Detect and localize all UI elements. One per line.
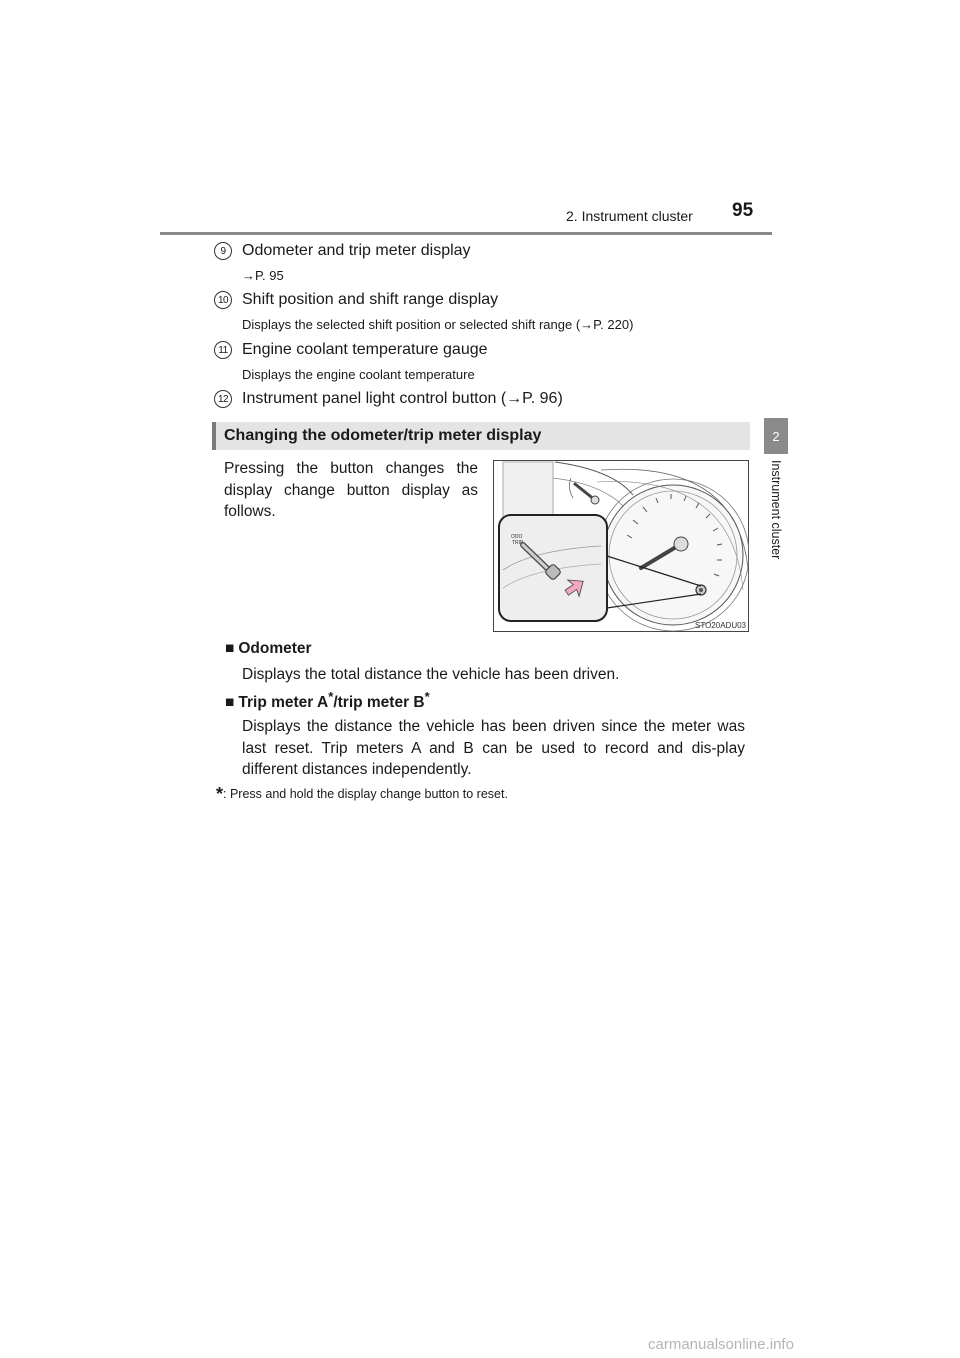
header-rule [160,232,772,235]
page-number: 95 [732,200,754,221]
footnote-star: * [424,689,430,704]
section-heading-bar [212,422,750,450]
footnote [216,784,508,805]
chapter-tab-number: 2 [764,418,788,454]
running-header-section: 2. Instrument cluster [566,208,693,224]
item-number-badge: 11 [214,341,232,359]
item-number-badge: 10 [214,291,232,309]
item-detail: →P. 95 [242,268,284,283]
square-bullet-icon: ■ [225,694,235,712]
subsection-body: Displays the total distance the vehicle has been driven. [242,666,620,683]
button-label-top: ODO [511,534,523,540]
instrument-cluster-illustration [493,460,749,632]
chapter-tab-label: Instrument cluster [769,460,783,560]
item-detail: Displays the selected shift position or selected shift range (→P. 220) [242,317,634,332]
item-title: Odometer and trip meter display [242,242,471,259]
item-title: Shift position and shift range display [242,291,499,308]
item-detail: Displays the engine coolant temperature [242,367,475,382]
item-title: Instrument panel light control button (→P. 96) [242,390,563,407]
footnote-mark: * [216,784,224,804]
section-heading: Changing the odometer/trip meter display [224,427,542,444]
watermark: carmanualsonline.info [648,1336,794,1353]
subsection-heading: ■ Odometer [225,640,312,657]
section-intro: Pressing the button changes the display change button display as follows. [224,460,478,520]
item-number-badge: 12 [214,390,232,408]
item-title: Engine coolant temperature gauge [242,341,488,358]
section-heading-stripe [212,422,216,450]
footnote-text: : Press and hold the display change button to reset. [223,787,508,801]
square-bullet-icon: ■ [225,640,235,657]
footnote-star: * [328,689,334,704]
item-number-badge: 9 [214,242,232,260]
button-label-bottom: TRIP [512,540,524,546]
figure-code: STO20ADU03 [695,621,746,630]
subsection-heading: ■ Trip meter A*/trip meter B* [225,689,430,712]
subsection-body: Displays the distance the vehicle has been driven since the meter was last reset. Trip meters A and B can be used to record and dis-play different distances independently. [242,718,745,778]
